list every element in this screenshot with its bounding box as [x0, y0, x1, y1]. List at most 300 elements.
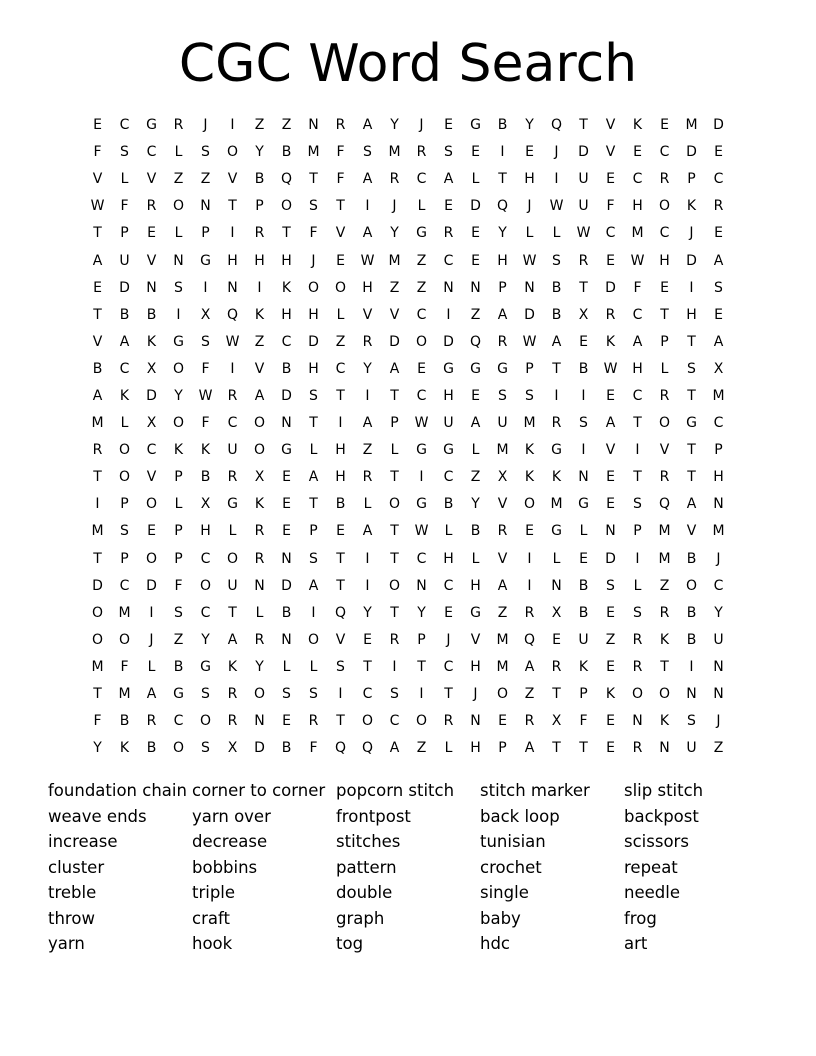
- grid-letter: O: [226, 144, 239, 161]
- grid-letter: C: [659, 144, 670, 161]
- grid-letter: I: [365, 198, 370, 215]
- grid-letter: P: [174, 523, 183, 540]
- grid-letter: R: [605, 306, 616, 323]
- grid-letter: C: [443, 469, 454, 486]
- grid-letter: A: [227, 631, 238, 648]
- grid-letter: B: [578, 604, 589, 621]
- grid-letter: T: [579, 117, 588, 134]
- grid-row: [84, 193, 732, 220]
- grid-letter: A: [362, 171, 373, 188]
- grid-letter: N: [200, 198, 211, 215]
- grid-letter: O: [199, 713, 212, 730]
- grid-letter: O: [145, 550, 158, 567]
- grid-letter: R: [578, 252, 589, 269]
- word-list-item: decrease: [192, 832, 268, 852]
- grid-letter: A: [497, 577, 508, 594]
- grid-letter: H: [254, 252, 265, 269]
- grid-letter: L: [255, 604, 264, 621]
- grid-letter: L: [282, 658, 291, 675]
- grid-letter: C: [281, 333, 292, 350]
- grid-letter: V: [389, 306, 400, 323]
- grid-letter: M: [496, 442, 509, 459]
- grid-letter: C: [416, 387, 427, 404]
- grid-letter: H: [443, 387, 454, 404]
- grid-letter: A: [524, 740, 535, 757]
- grid-letter: H: [281, 252, 292, 269]
- grid-letter: E: [606, 496, 615, 513]
- grid-letter: G: [470, 360, 481, 377]
- grid-letter: S: [309, 387, 318, 404]
- grid-letter: K: [146, 333, 157, 350]
- grid-letter: E: [282, 496, 291, 513]
- word-list-item: stitches: [336, 832, 401, 852]
- grid-letter: M: [550, 496, 563, 513]
- grid-letter: M: [631, 225, 644, 242]
- grid-letter: D: [524, 306, 535, 323]
- grid-letter: Z: [524, 686, 535, 703]
- grid-letter: A: [254, 387, 265, 404]
- grid-letter: O: [118, 631, 131, 648]
- grid-letter: T: [660, 658, 669, 675]
- grid-letter: E: [714, 306, 723, 323]
- grid-letter: X: [146, 360, 157, 377]
- grid-row: [84, 329, 732, 356]
- grid-letter: V: [92, 171, 103, 188]
- grid-letter: C: [119, 577, 130, 594]
- grid-letter: T: [633, 415, 642, 432]
- grid-letter: R: [389, 171, 400, 188]
- grid-letter: O: [307, 279, 320, 296]
- grid-letter: S: [687, 713, 696, 730]
- grid-letter: O: [523, 496, 536, 513]
- grid-letter: R: [92, 442, 103, 459]
- grid-letter: Z: [605, 631, 616, 648]
- grid-letter: T: [336, 577, 345, 594]
- grid-letter: R: [146, 713, 157, 730]
- grid-letter: D: [92, 577, 103, 594]
- grid-letter: A: [362, 415, 373, 432]
- grid-letter: W: [360, 252, 375, 269]
- grid-letter: Y: [525, 117, 534, 134]
- grid-letter: P: [120, 225, 129, 242]
- grid-letter: I: [527, 577, 532, 594]
- grid-letter: Q: [550, 117, 563, 134]
- word-list-item: frog: [624, 908, 657, 928]
- grid-letter: K: [119, 387, 130, 404]
- word-list-item: back loop: [480, 806, 560, 826]
- grid-letter: H: [713, 469, 724, 486]
- grid-letter: E: [606, 658, 615, 675]
- grid-letter: N: [254, 577, 265, 594]
- grid-letter: B: [281, 144, 292, 161]
- grid-letter: Z: [470, 469, 481, 486]
- grid-row: [84, 627, 732, 654]
- grid-letter: B: [281, 740, 292, 757]
- grid-letter: R: [254, 550, 265, 567]
- grid-letter: O: [307, 631, 320, 648]
- grid-letter: A: [632, 333, 643, 350]
- grid-letter: J: [554, 144, 559, 161]
- word-list-row: [48, 855, 768, 881]
- grid-letter: S: [309, 550, 318, 567]
- grid-letter: A: [713, 333, 724, 350]
- grid-letter: N: [713, 658, 724, 675]
- grid-letter: K: [551, 469, 562, 486]
- grid-letter: O: [334, 279, 347, 296]
- grid-letter: W: [549, 198, 564, 215]
- grid-letter: C: [146, 442, 157, 459]
- grid-letter: C: [605, 225, 616, 242]
- word-list-item: baby: [480, 908, 521, 928]
- word-list-item: tunisian: [480, 832, 546, 852]
- grid-row: [84, 112, 732, 139]
- grid-row: [84, 220, 732, 247]
- grid-letter: L: [471, 171, 480, 188]
- grid-letter: E: [147, 225, 156, 242]
- grid-letter: E: [606, 604, 615, 621]
- grid-letter: H: [632, 360, 643, 377]
- word-list: [48, 778, 768, 957]
- grid-letter: P: [498, 740, 507, 757]
- grid-letter: Q: [496, 198, 509, 215]
- grid-letter: D: [281, 577, 292, 594]
- grid-letter: C: [200, 604, 211, 621]
- grid-letter: N: [713, 496, 724, 513]
- grid-letter: I: [230, 117, 235, 134]
- grid-letter: T: [444, 686, 453, 703]
- grid-letter: S: [633, 604, 642, 621]
- grid-letter: A: [524, 658, 535, 675]
- grid-letter: Y: [390, 225, 399, 242]
- grid-letter: Q: [469, 333, 482, 350]
- grid-row: [84, 356, 732, 383]
- grid-letter: R: [443, 713, 454, 730]
- grid-letter: V: [605, 117, 616, 134]
- grid-letter: Z: [335, 333, 346, 350]
- grid-letter: J: [392, 198, 397, 215]
- grid-letter: R: [227, 387, 238, 404]
- grid-letter: R: [551, 415, 562, 432]
- grid-letter: M: [91, 658, 104, 675]
- grid-letter: B: [173, 658, 184, 675]
- grid-letter: E: [282, 469, 291, 486]
- grid-letter: G: [173, 333, 184, 350]
- grid-letter: E: [93, 279, 102, 296]
- grid-letter: C: [632, 171, 643, 188]
- grid-letter: J: [473, 686, 478, 703]
- grid-letter: R: [227, 686, 238, 703]
- grid-letter: Z: [254, 117, 265, 134]
- grid-letter: P: [174, 469, 183, 486]
- grid-letter: H: [227, 252, 238, 269]
- word-list-item: needle: [624, 883, 680, 903]
- grid-letter: B: [146, 740, 157, 757]
- grid-letter: O: [172, 198, 185, 215]
- grid-letter: A: [686, 496, 697, 513]
- grid-letter: S: [363, 144, 372, 161]
- grid-letter: L: [471, 550, 480, 567]
- grid-letter: Z: [200, 171, 211, 188]
- grid-letter: J: [311, 252, 316, 269]
- grid-letter: G: [443, 442, 454, 459]
- grid-letter: I: [581, 387, 586, 404]
- grid-letter: I: [149, 604, 154, 621]
- grid-letter: X: [713, 360, 724, 377]
- grid-letter: Y: [255, 144, 264, 161]
- grid-letter: E: [606, 387, 615, 404]
- grid-letter: M: [523, 415, 536, 432]
- grid-letter: T: [633, 469, 642, 486]
- grid-letter: S: [525, 387, 534, 404]
- grid-letter: F: [606, 198, 615, 215]
- grid-letter: B: [686, 604, 697, 621]
- grid-letter: E: [552, 631, 561, 648]
- grid-letter: N: [470, 279, 481, 296]
- grid-letter: S: [444, 144, 453, 161]
- grid-letter: S: [633, 496, 642, 513]
- grid-letter: R: [659, 171, 670, 188]
- grid-letter: V: [335, 225, 346, 242]
- grid-letter: I: [635, 550, 640, 567]
- grid-letter: E: [660, 117, 669, 134]
- grid-letter: N: [281, 550, 292, 567]
- grid-letter: V: [497, 550, 508, 567]
- grid-row: [84, 708, 732, 735]
- grid-letter: M: [685, 117, 698, 134]
- grid-letter: F: [633, 279, 642, 296]
- grid-letter: H: [200, 523, 211, 540]
- grid-letter: K: [659, 713, 670, 730]
- grid-letter: R: [659, 469, 670, 486]
- grid-letter: L: [228, 523, 237, 540]
- grid-letter: X: [200, 496, 211, 513]
- grid-letter: G: [578, 496, 589, 513]
- grid-letter: C: [146, 144, 157, 161]
- grid-letter: H: [335, 469, 346, 486]
- grid-row: [84, 302, 732, 329]
- grid-letter: V: [470, 631, 481, 648]
- grid-letter: E: [660, 279, 669, 296]
- grid-letter: C: [443, 658, 454, 675]
- grid-letter: J: [149, 631, 154, 648]
- grid-letter: S: [201, 686, 210, 703]
- grid-letter: R: [227, 469, 238, 486]
- grid-letter: E: [471, 252, 480, 269]
- grid-letter: Q: [658, 496, 671, 513]
- grid-letter: R: [443, 225, 454, 242]
- grid-letter: I: [338, 686, 343, 703]
- word-list-item: crochet: [480, 857, 542, 877]
- grid-letter: J: [203, 117, 208, 134]
- grid-row: [84, 654, 732, 681]
- grid-letter: E: [606, 252, 615, 269]
- grid-letter: K: [254, 496, 265, 513]
- grid-letter: T: [282, 225, 291, 242]
- grid-letter: P: [687, 171, 696, 188]
- grid-letter: J: [716, 713, 721, 730]
- word-list-item: tog: [336, 934, 364, 954]
- grid-letter: C: [713, 171, 724, 188]
- grid-letter: M: [658, 550, 671, 567]
- grid-letter: I: [581, 442, 586, 459]
- grid-letter: B: [119, 713, 130, 730]
- grid-letter: Y: [498, 225, 507, 242]
- word-list-item: triple: [192, 883, 236, 903]
- grid-letter: C: [443, 252, 454, 269]
- grid-letter: C: [173, 713, 184, 730]
- grid-letter: L: [120, 171, 129, 188]
- grid-letter: T: [552, 740, 561, 757]
- grid-letter: N: [416, 577, 427, 594]
- grid-letter: F: [174, 577, 183, 594]
- letter-grid: [84, 112, 732, 762]
- grid-letter: G: [416, 225, 427, 242]
- grid-letter: F: [309, 225, 318, 242]
- grid-letter: S: [687, 360, 696, 377]
- grid-letter: O: [415, 713, 428, 730]
- grid-letter: C: [443, 577, 454, 594]
- grid-letter: V: [146, 469, 157, 486]
- grid-letter: R: [362, 469, 373, 486]
- grid-letter: R: [416, 144, 427, 161]
- grid-letter: C: [389, 713, 400, 730]
- grid-letter: R: [173, 117, 184, 134]
- grid-letter: W: [225, 333, 240, 350]
- grid-letter: H: [470, 740, 481, 757]
- grid-letter: S: [498, 387, 507, 404]
- word-list-row: [48, 829, 768, 855]
- grid-letter: T: [390, 387, 399, 404]
- grid-letter: R: [146, 198, 157, 215]
- word-list-item: corner to corner: [192, 781, 326, 801]
- grid-letter: Q: [523, 631, 536, 648]
- grid-letter: K: [200, 442, 211, 459]
- grid-letter: I: [689, 279, 694, 296]
- grid-letter: R: [389, 631, 400, 648]
- grid-letter: D: [578, 144, 589, 161]
- grid-letter: P: [525, 360, 534, 377]
- grid-letter: W: [198, 387, 213, 404]
- grid-letter: P: [120, 496, 129, 513]
- grid-letter: T: [93, 225, 102, 242]
- grid-letter: B: [578, 360, 589, 377]
- grid-letter: W: [630, 252, 645, 269]
- grid-letter: R: [254, 225, 265, 242]
- word-list-item: stitch marker: [480, 781, 590, 801]
- grid-letter: X: [551, 713, 562, 730]
- grid-letter: S: [201, 740, 210, 757]
- grid-letter: L: [471, 442, 480, 459]
- grid-letter: G: [470, 117, 481, 134]
- word-list-item: art: [624, 934, 648, 954]
- grid-letter: X: [227, 740, 238, 757]
- grid-letter: R: [524, 604, 535, 621]
- grid-letter: Y: [201, 631, 210, 648]
- grid-letter: Y: [363, 360, 372, 377]
- word-list-item: craft: [192, 908, 230, 928]
- grid-letter: L: [660, 360, 669, 377]
- grid-letter: U: [227, 442, 238, 459]
- grid-letter: H: [308, 306, 319, 323]
- grid-letter: T: [228, 198, 237, 215]
- grid-letter: M: [307, 144, 320, 161]
- grid-row: [84, 491, 732, 518]
- grid-letter: R: [497, 523, 508, 540]
- grid-letter: U: [686, 740, 697, 757]
- grid-letter: U: [578, 631, 589, 648]
- grid-letter: K: [119, 740, 130, 757]
- grid-letter: P: [255, 198, 264, 215]
- grid-row: [84, 600, 732, 627]
- grid-letter: O: [172, 740, 185, 757]
- grid-letter: N: [605, 523, 616, 540]
- grid-letter: N: [281, 415, 292, 432]
- grid-letter: W: [522, 252, 537, 269]
- grid-letter: B: [281, 360, 292, 377]
- grid-letter: E: [579, 550, 588, 567]
- grid-letter: E: [336, 523, 345, 540]
- grid-letter: F: [336, 171, 345, 188]
- word-list-item: single: [480, 883, 529, 903]
- grid-letter: O: [145, 496, 158, 513]
- grid-letter: O: [91, 604, 104, 621]
- grid-letter: X: [551, 604, 562, 621]
- grid-letter: J: [446, 631, 451, 648]
- grid-letter: H: [443, 550, 454, 567]
- grid-letter: O: [658, 198, 671, 215]
- grid-letter: R: [524, 713, 535, 730]
- grid-letter: P: [174, 550, 183, 567]
- grid-letter: A: [92, 252, 103, 269]
- grid-letter: T: [309, 171, 318, 188]
- grid-letter: D: [470, 198, 481, 215]
- grid-letter: M: [496, 631, 509, 648]
- grid-letter: A: [389, 360, 400, 377]
- grid-letter: O: [388, 496, 401, 513]
- grid-letter: A: [308, 469, 319, 486]
- grid-letter: T: [579, 279, 588, 296]
- grid-letter: S: [336, 658, 345, 675]
- grid-letter: R: [227, 713, 238, 730]
- grid-letter: D: [686, 144, 697, 161]
- grid-letter: I: [230, 225, 235, 242]
- grid-letter: L: [417, 198, 426, 215]
- grid-letter: B: [497, 117, 508, 134]
- grid-row: [84, 247, 732, 274]
- grid-letter: A: [443, 171, 454, 188]
- grid-letter: S: [714, 279, 723, 296]
- grid-letter: I: [365, 550, 370, 567]
- grid-row: [84, 437, 732, 464]
- grid-letter: I: [176, 306, 181, 323]
- grid-letter: L: [147, 658, 156, 675]
- grid-letter: B: [200, 469, 211, 486]
- grid-letter: D: [389, 333, 400, 350]
- grid-letter: V: [146, 171, 157, 188]
- grid-letter: A: [497, 306, 508, 323]
- grid-letter: I: [527, 550, 532, 567]
- word-list-item: increase: [48, 832, 118, 852]
- grid-letter: J: [689, 225, 694, 242]
- grid-letter: O: [91, 631, 104, 648]
- word-list-item: throw: [48, 908, 95, 928]
- grid-letter: I: [689, 658, 694, 675]
- grid-letter: I: [419, 686, 424, 703]
- grid-letter: H: [470, 658, 481, 675]
- grid-letter: K: [605, 686, 616, 703]
- grid-letter: O: [172, 360, 185, 377]
- grid-letter: T: [309, 496, 318, 513]
